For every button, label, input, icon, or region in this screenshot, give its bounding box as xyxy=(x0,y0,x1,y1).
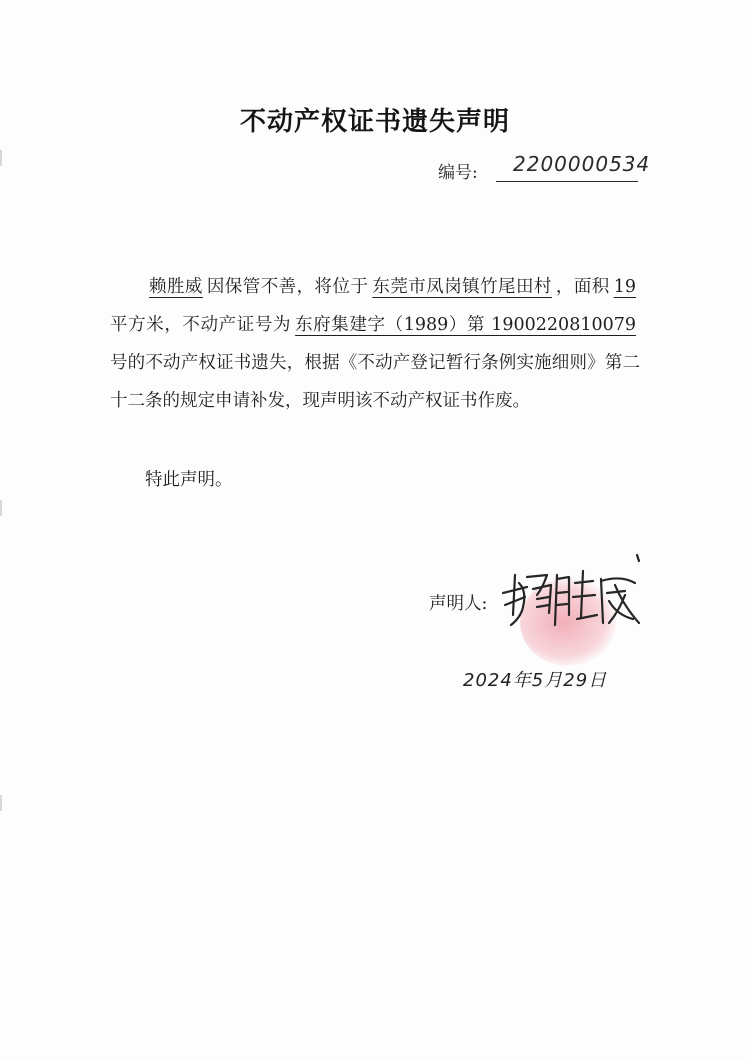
signing-date: 2024年5月29日 xyxy=(463,670,608,691)
document-number-value: 2200000534 xyxy=(513,152,651,176)
closing-line: 特此声明。 xyxy=(145,470,233,490)
property-location: 东莞市凤岗镇竹尾田村 xyxy=(372,277,552,297)
body-text-1: 因保管不善，将位于 xyxy=(206,277,369,297)
document-number-label: 编号: xyxy=(438,163,478,183)
handwritten-signature xyxy=(497,535,647,645)
body-text-2: ，面积 xyxy=(555,277,610,297)
document-title: 不动产权证书遗失声明 xyxy=(239,107,510,137)
certificate-number: 东府集建字（1989）第 1900220810079 xyxy=(295,315,636,335)
scan-edge-mark xyxy=(0,795,2,811)
document-number xyxy=(438,152,651,186)
body-text-3: 平方米，不动产证号为 xyxy=(110,315,292,335)
owner-name: 赖胜威 xyxy=(149,277,203,297)
scan-edge-mark xyxy=(0,150,2,166)
document-number-underline xyxy=(496,181,638,182)
statement-body xyxy=(110,268,640,420)
body-text-4: 号的不动产权证书遗失，根据《不动产登记暂行条例实施细则》第二十二条的规定申请补发，现声明该不动产权证书作废。 xyxy=(110,353,640,411)
scan-edge-mark xyxy=(0,500,2,516)
declarant-label: 声明人: xyxy=(429,594,488,614)
property-area: 19 xyxy=(613,277,637,297)
